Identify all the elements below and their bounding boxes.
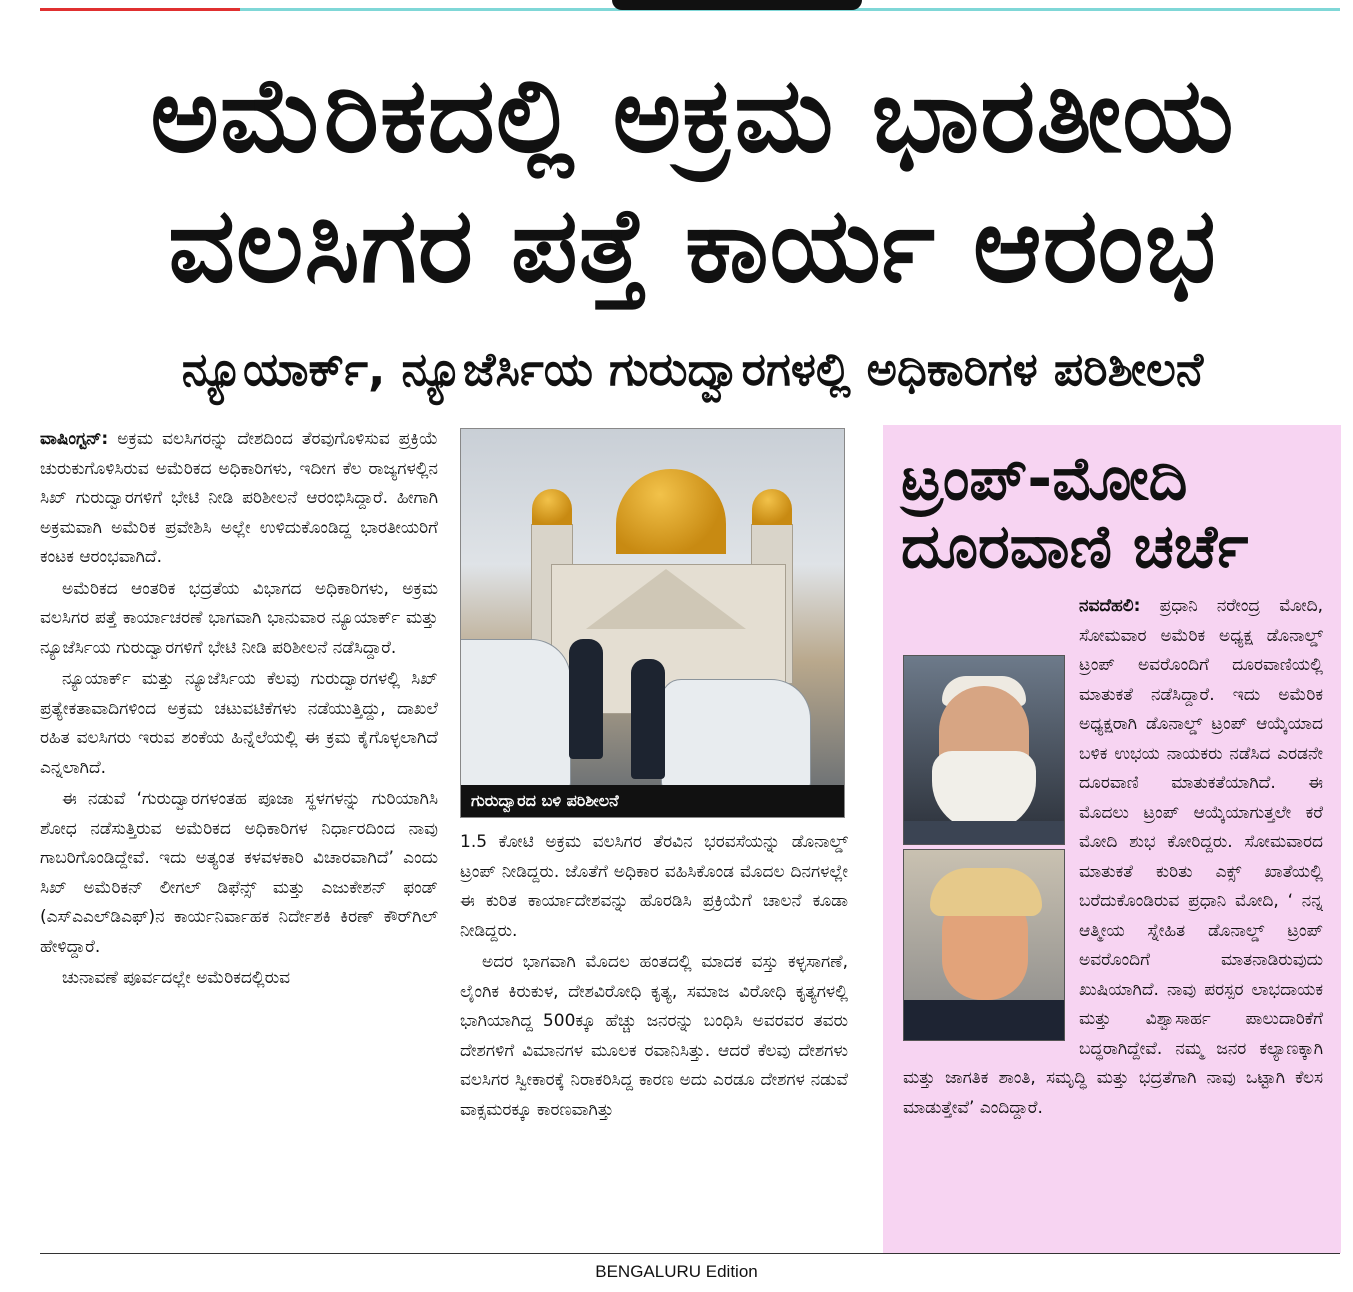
subheadline: ನ್ಯೂಯಾರ್ಕ್, ನ್ಯೂಜೆರ್ಸಿಯ ಗುರುದ್ವಾರಗಳಲ್ಲಿ ಅಧಿಕಾರಿಗಳ ಪರಿಶೀಲನೆ <box>181 342 1204 396</box>
sidebar-dateline: ನವದೆಹಲಿ: <box>1079 596 1141 616</box>
article-paragraph-4: ಈ ನಡುವೆ ‘ಗುರುದ್ವಾರಗಳಂತಹ ಪೂಜಾ ಸ್ಥಳಗಳನ್ನು ಗುರಿಯಾಗಿಸಿ ಶೋಧ ನಡೆಸುತ್ತಿರುವ ಅಮೆರಿಕದ ಅಧಿಕಾರಿಗಳ ನಿರ್ಧಾರದಿಂದ ನಾವು ಗಾಬರಿಗೊಂಡಿದ್ದೇವೆ. ಇದು ಅತ್ಯಂತ ಕಳವಳಕಾರಿ ವಿಚಾರವಾಗಿದೆ’ ಎಂದು ಸಿಖ್ ಅಮೆರಿಕನ್ ಲೀಗಲ್ ಡಿಫೆನ್ಸ್ ಮತ್ತು ಎಜುಕೇಶನ್ ಫಂಡ್ (ಎಸ್‌ಎಎಲ್‌ಡಿಎಫ್)ನ ಕಾರ್ಯನಿರ್ವಾಹಕ ನಿರ್ದೇಶಕಿ ಕಿರಣ್ ಕೌರ್‌ಗಿಲ್ ಹೇಳಿದ್ದಾರೆ. <box>40 789 438 957</box>
trump-photo <box>903 849 1065 1041</box>
photo-caption: ಗುರುದ್ವಾರದ ಬಳಿ ಪರಿಶೀಲನೆ <box>461 785 845 817</box>
article-column-2 <box>460 828 848 1248</box>
sidebar-body <box>903 592 1323 1242</box>
sidebar-title <box>901 445 1331 581</box>
gurudwara-photo <box>460 428 845 818</box>
sidebar-box <box>883 425 1341 1253</box>
dateline: ವಾಷಿಂಗ್ಟನ್: <box>40 429 109 449</box>
photo-small-dome-left <box>532 489 572 525</box>
sidebar-text: ಪ್ರಧಾನಿ ನರೇಂದ್ರ ಮೋದಿ, ಸೋಮವಾರ ಅಮೆರಿಕ ಅಧ್ಯಕ್ಷ ಡೊನಾಲ್ಡ್ ಟ್ರಂಪ್ ಅವರೊಂದಿಗೆ ದೂರವಾಣಿಯಲ್ಲಿ ಮಾತುಕತೆ ನಡೆಸಿದ್ದಾರೆ. ಇದು ಅಮೆರಿಕ ಅಧ್ಯಕ್ಷರಾಗಿ ಡೊನಾಲ್ಡ್ ಟ್ರಂಪ್ ಆಯ್ಕೆಯಾದ ಬಳಿಕ ಉಭಯ ನಾಯಕರು ನಡೆಸಿದ ಎರಡನೇ ದೂರವಾಣಿ ಮಾತುಕತೆಯಾಗಿದೆ. ಈ ಮೊದಲು ಟ್ರಂಪ್ ಆಯ್ಕೆಯಾಗುತ್ತಲೇ ಕರೆ ಮೋದಿ ಶುಭ ಕೋರಿದ್ದರು. ಸೋಮವಾರದ ಮಾತುಕತೆ ಕುರಿತು ಎಕ್ಸ್ ಖಾತೆಯಲ್ಲಿ ಬರೆದುಕೊಂಡಿರುವ ಪ್ರಧಾನಿ ಮೋದಿ, ‘ ನನ್ನ ಆತ್ಮೀಯ ಸ್ನೇಹಿತ ಡೊನಾಲ್ಡ್ ಟ್ರಂಪ್ ಅವರೊಂದಿಗೆ ಮಾತನಾಡಿರುವುದು ಖುಷಿಯಾಗಿದೆ. ನಾವು ಪರಸ್ಪರ ಲಾಭದಾಯಕ ಮತ್ತು ವಿಶ್ವಾಸಾರ್ಹ ಪಾಲುದಾರಿಕೆಗೆ ಬದ್ಧರಾಗಿದ್ದೇವೆ. ನಮ್ಮ ಜನರ ಕಲ್ಯಾಣಕ್ಕಾಗಿ ಮತ್ತು ಜಾಗತಿಕ ಶಾಂತಿ, ಸಮೃದ್ಧಿ ಮತ್ತು ಭದ್ರತೆಗಾಗಿ ನಾವು ಒಟ್ಟಾಗಿ ಕೆಲಸ ಮಾಡುತ್ತೇವೆ’ ಎಂದಿದ್ದಾರೆ. <box>903 596 1323 1118</box>
edition-label: BENGALURU Edition <box>595 1262 758 1281</box>
photo-car-right <box>661 679 811 789</box>
photo-police-car <box>460 639 571 789</box>
sidebar-title-line-1: ಟ್ರಂಪ್-ಮೋದಿ <box>901 444 1188 514</box>
headline-line-2: ವಲಸಿಗರ ಪತ್ತೆ ಕಾರ್ಯ ಆರಂಭ <box>168 184 1217 306</box>
headline <box>40 50 1345 310</box>
top-rule-accent <box>40 8 240 11</box>
article-continued-2: ಅದರ ಭಾಗವಾಗಿ ಮೊದಲ ಹಂತದಲ್ಲಿ ಮಾದಕ ವಸ್ತು ಕಳ್ಳಸಾಗಣೆ, ಲೈಂಗಿಕ ಕಿರುಕುಳ, ದೇಶವಿರೋಧಿ ಕೃತ್ಯ, ಸಮಾಜ ವಿರೋಧಿ ಕೃತ್ಯಗಳಲ್ಲಿ ಭಾಗಿಯಾಗಿದ್ದ 500ಕ್ಕೂ ಹೆಚ್ಚು ಜನರನ್ನು ಬಂಧಿಸಿ ಅವರವರ ತವರು ದೇಶಗಳಿಗೆ ವಿಮಾನಗಳ ಮೂಲಕ ರವಾನಿಸಿತ್ತು. ಆದರೆ ಕೆಲವು ದೇಶಗಳು ವಲಸಿಗರ ಸ್ವೀಕಾರಕ್ಕೆ ನಿರಾಕರಿಸಿದ್ದ ಕಾರಣ ಅದು ಎರಡೂ ದೇಶಗಳ ನಡುವೆ ವಾಕ್ಸಮರಕ್ಕೂ ಕಾರಣವಾಗಿತ್ತು <box>460 952 848 1120</box>
headline-line-1: ಅಮೆರಿಕದಲ್ಲಿ ಅಕ್ರಮ ಭಾರತೀಯ <box>150 54 1235 176</box>
article-paragraph-3: ನ್ಯೂಯಾರ್ಕ್ ಮತ್ತು ನ್ಯೂಜೆರ್ಸಿಯ ಕೆಲವು ಗುರುದ್ವಾರಗಳಲ್ಲಿ ಸಿಖ್ ಪ್ರತ್ಯೇಕತಾವಾದಿಗಳಿಂದ ಅಕ್ರಮ ಚಟುವಟಿಕೆಗಳು ನಡೆಯುತ್ತಿದ್ದು, ದಾಖಲೆ ರಹಿತ ವಲಸಿಗರು ಇರುವ ಶಂಕೆಯ ಹಿನ್ನೆಲೆಯಲ್ಲಿ ಈ ಕ್ರಮ ಕೈಗೊಳ್ಳಲಾಗಿದೆ ಎನ್ನಲಾಗಿದೆ. <box>40 669 438 778</box>
photo-officer-1 <box>569 639 603 759</box>
paragraph-text: ಅಕ್ರಮ ವಲಸಿಗರನ್ನು ದೇಶದಿಂದ ತೆರವುಗೊಳಿಸುವ ಪ್ರಕ್ರಿಯೆ ಚುರುಕುಗೊಳಿಸಿರುವ ಅಮೆರಿಕದ ಅಧಿಕಾರಿಗಳು, ಇದೀಗ ಕೆಲ ರಾಜ್ಯಗಳಲ್ಲಿನ ಸಿಖ್ ಗುರುದ್ವಾರಗಳಿಗೆ ಭೇಟಿ ನೀಡಿ ಪರಿಶೀಲನೆ ಆರಂಭಿಸಿದ್ದಾರೆ. ಹೀಗಾಗಿ ಅಕ್ರಮವಾಗಿ ಅಮೆರಿಕ ಪ್ರವೇಶಿಸಿ ಅಲ್ಲೇ ಉಳಿದುಕೊಂಡಿದ್ದ ಭಾರತೀಯರಿಗೆ ಕಂಟಕ ಆರಂಭವಾಗಿದೆ. <box>40 429 438 567</box>
photo-small-dome-right <box>752 489 792 525</box>
photo-officer-2 <box>631 659 665 779</box>
leaders-photos <box>903 655 1065 1041</box>
article-paragraph-2: ಅಮೆರಿಕದ ಆಂತರಿಕ ಭದ್ರತೆಯ ವಿಭಾಗದ ಅಧಿಕಾರಿಗಳು, ಅಕ್ರಮ ವಲಸಿಗರ ಪತ್ತೆ ಕಾರ್ಯಾಚರಣೆ ಭಾಗವಾಗಿ ಭಾನುವಾರ ನ್ಯೂಯಾರ್ಕ್ ಮತ್ತು ನ್ಯೂಜೆರ್ಸಿಯ ಗುರುದ್ವಾರಗಳಿಗೆ ಭೇಟಿ ನೀಡಿ ಪರಿಶೀಲನೆ ನಡೆಸಿದ್ದಾರೆ. <box>40 578 438 658</box>
masthead-fragment <box>612 0 862 10</box>
modi-photo <box>903 655 1065 845</box>
photo-golden-dome <box>616 469 726 554</box>
article-column-1 <box>40 425 438 1250</box>
article-paragraph-1 <box>40 425 438 573</box>
article-paragraph-5: ಚುನಾವಣೆ ಪೂರ್ವದಲ್ಲೇ ಅಮೆರಿಕದಲ್ಲಿರುವ <box>62 968 291 988</box>
article-continued-1: 1.5 ಕೋಟಿ ಅಕ್ರಮ ವಲಸಿಗರ ತೆರವಿನ ಭರವಸೆಯನ್ನು ಡೊನಾಲ್ಡ್ ಟ್ರಂಪ್ ನೀಡಿದ್ದರು. ಜೊತೆಗೆ ಅಧಿಕಾರ ವಹಿಸಿಕೊಂಡ ಮೊದಲ ದಿನಗಳಲ್ಲೇ ಈ ಕುರಿತ ಕಾರ್ಯಾದೇಶವನ್ನು ಹೊರಡಿಸಿ ಪ್ರಕ್ರಿಯೆಗೆ ಚಾಲನೆ ಕೂಡಾ ನೀಡಿದ್ದರು. <box>460 832 848 941</box>
bottom-rule <box>40 1253 1340 1254</box>
sidebar-title-line-2: ದೂರವಾಣಿ ಚರ್ಚೆ <box>901 512 1249 582</box>
